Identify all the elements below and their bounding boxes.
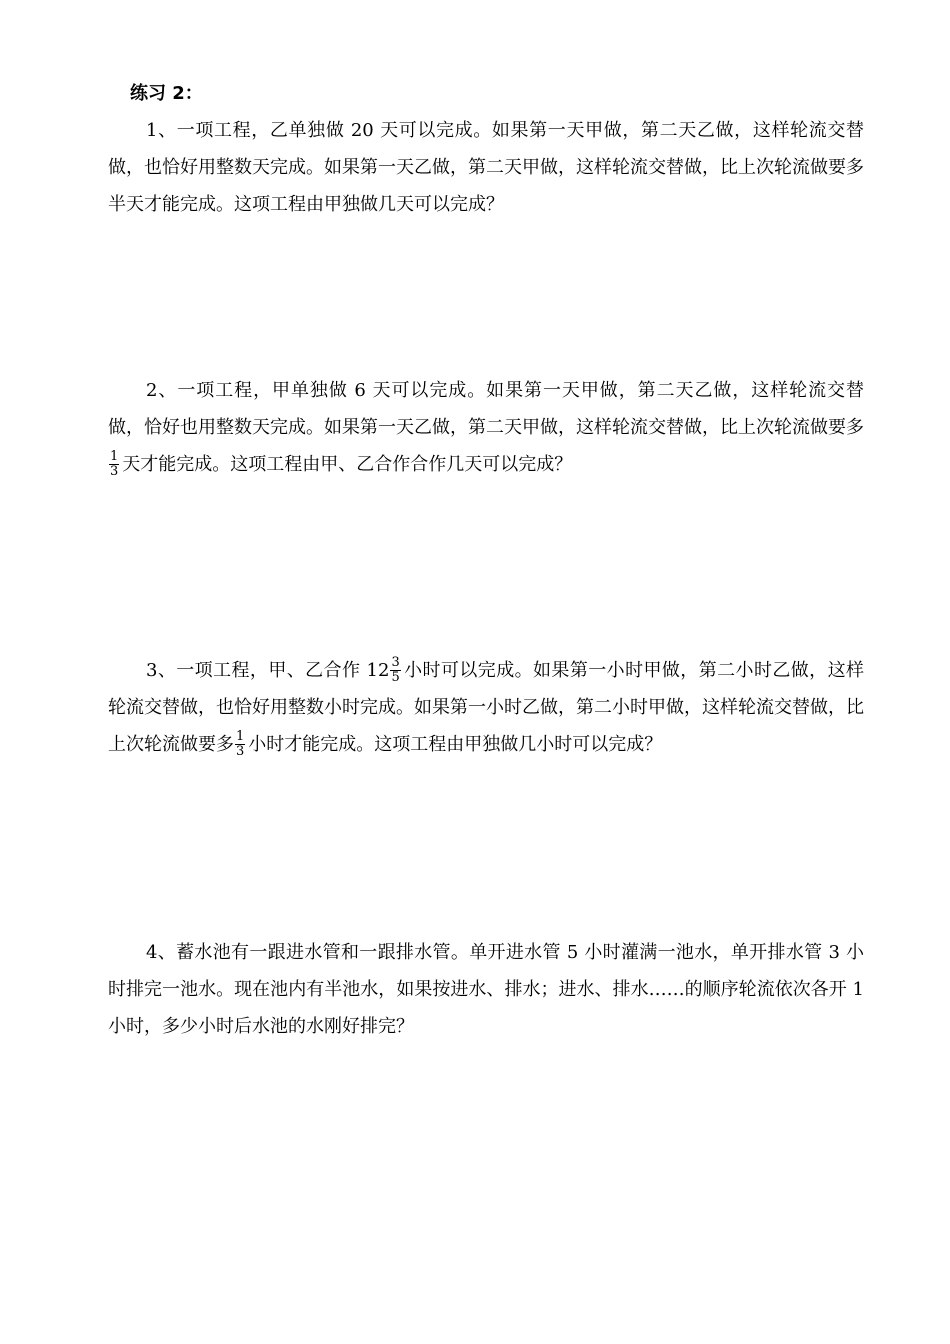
problem-1 [108, 112, 864, 223]
fraction-one-third [235, 730, 245, 759]
fraction-one-third [109, 450, 119, 479]
page-title: 练习 2： [130, 83, 203, 104]
problem-3-text-before: 3、一项工程，甲、乙合作 12 [146, 660, 390, 681]
fraction-denominator: 5 [391, 669, 400, 685]
problem-3 [108, 652, 864, 763]
problem-1-text: 1、一项工程，乙单独做 20 天可以完成。如果第一天甲做，第二天乙做，这样轮流交替做，也恰好用整数天完成。如果第一天乙做，第二天甲做，这样轮流交替做，比上次轮流做要多半天才能完成。这项工程由甲独做几天可以完成？ [108, 120, 864, 215]
fraction-denominator: 3 [236, 743, 245, 759]
fraction-three-fifths [390, 656, 400, 685]
problem-2-text-after: 天才能完成。这项工程由甲、乙合作合作几天可以完成？ [122, 454, 573, 475]
problem-2 [108, 372, 864, 483]
problem-4 [108, 934, 864, 1045]
fraction-numerator: 3 [391, 654, 400, 670]
problem-2-text-before: 2、一项工程，甲单独做 6 天可以完成。如果第一天甲做，第二天乙做，这样轮流交替做，恰好也用整数天完成。如果第一天乙做，第二天甲做，这样轮流交替做，比上次轮流做要多 [108, 380, 864, 438]
fraction-numerator: 1 [236, 728, 245, 744]
fraction-numerator: 1 [110, 448, 119, 464]
problem-4-text: 4、蓄水池有一跟进水管和一跟排水管。单开进水管 5 小时灌满一池水，单开排水管 3 小时排完一池水。现在池内有半池水，如果按进水、排水；进水、排水……的顺序轮流依次各开 1 小时，多少小时后水池的水刚好排完？ [108, 942, 864, 1037]
fraction-denominator: 3 [110, 463, 119, 479]
problem-3-text-after: 小时才能完成。这项工程由甲独做几小时可以完成？ [248, 734, 663, 755]
problem-3-text-middle: 小时可以完成。如果第一小时甲做，第二小时乙做，这样轮流交替做，也恰好用整数小时完成。如果第一小时乙做，第二小时甲做，这样轮流交替做，比上次轮流做要多 [108, 660, 865, 755]
